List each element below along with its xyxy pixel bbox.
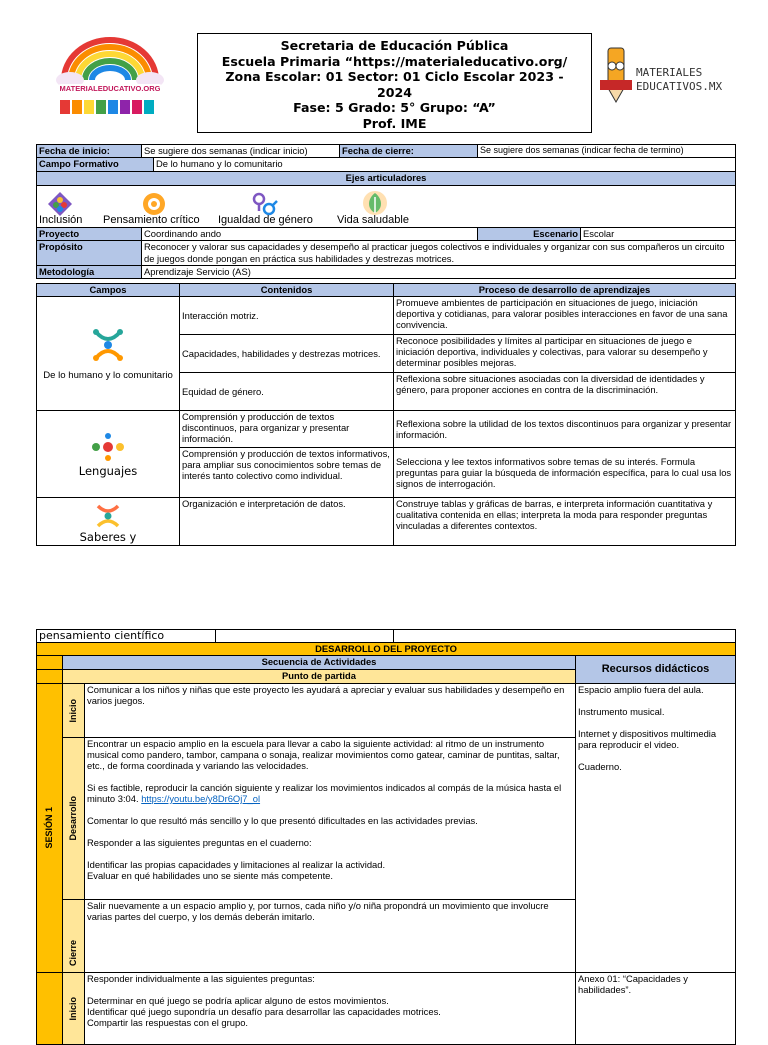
campo-formativo-label: Campo Formativo [37, 158, 154, 172]
campos-header: Campos [37, 284, 180, 297]
inicio-cell [63, 684, 85, 738]
escenario-value: Escolar [581, 228, 736, 241]
s2-inicio-cell [85, 973, 576, 1045]
s2-inicio-p1: Responder individualmente a las siguientes preguntas: [87, 973, 315, 984]
sesion1-cell [37, 684, 63, 973]
inicio-label: Inicio [68, 996, 78, 1021]
materialeducativo-logo [50, 28, 170, 120]
proceso-header: Proceso de desarrollo de aprendizajes [394, 284, 736, 297]
title-line: Zona Escolar: 01 Sector: 01 Ciclo Escolar 2023 - [225, 69, 564, 85]
s2-inicio-p2: Determinar en qué juego se podría aplicar alguno de estos movimientos. [87, 995, 389, 1006]
recurso-item: Espacio amplio fuera del aula. [578, 684, 704, 695]
eje-vida-saludable: Vida saludable [337, 214, 409, 226]
proceso-cell: Construye tablas y gráficas de barras, e interpreta información cuantitativa y cualitativa contenida en ellas; interpreta la moda para responder preguntas vinculadas a diferentes contextos. [394, 498, 736, 546]
proceso-cell: Reflexiona sobre situaciones asociadas con la diversidad de identidades y género, para proponer acciones en contra de la discriminación. [394, 373, 736, 411]
proceso-cell: Reconoce posibilidades y límites al participar en situaciones de juego e iniciación deportiva, individuales y colectivas, para valorar su desempeño y determinar posibles mejoras. [394, 335, 736, 373]
fecha-cierre-value: Se sugiere dos semanas (indicar fecha de termino) [478, 145, 736, 158]
s1-inicio-text: Comunicar a los niños y niñas que este proyecto les ayudará a apreciar y evaluar sus habilidades y desempeño en varios juegos. [85, 684, 576, 738]
title-line: Secretaria de Educación Pública [280, 38, 509, 53]
info-table [36, 144, 736, 279]
proposito-value: Reconocer y valorar sus capacidades y desempeño al practicar juegos colectivos e individuales y organizar con sus compañeros un circuito de juegos donde pongan en práctica sus habilidades y destrezas motrices. [142, 241, 736, 266]
title-line: Fase: 5 Grado: 5° Grupo: “A” [293, 100, 496, 116]
materiales-educativos-logo [598, 44, 738, 114]
campo-humano-label: De lo humano y lo comunitario [43, 370, 173, 381]
logo-left-text: MATERIALEDUCATIVO.ORG [59, 84, 161, 93]
s1-desarrollo-p5: Identificar las propias capacidades y limitaciones al realizar la actividad. [87, 859, 386, 870]
campo-formativo-value: De lo humano y lo comunitario [154, 158, 736, 172]
desarrollo-cell [63, 738, 85, 900]
title-line: Prof. IME [362, 115, 427, 131]
recursos-label: Recursos didácticos [576, 656, 736, 684]
escenario-label: Escenario [478, 228, 581, 241]
cierre-label: Cierre [68, 939, 78, 966]
inicio-label: Inicio [68, 698, 78, 723]
recurso-item: Instrumento musical. [578, 706, 665, 717]
logo-right-line2: EDUCATIVOS.MX [636, 80, 723, 93]
saberes-icon [88, 502, 128, 532]
s1-desarrollo-p4: Responder a las siguientes preguntas en el cuaderno: [87, 837, 312, 848]
s1-desarrollo-p2: Si es factible, reproducir la canción siguiente y realizar los movimientos indicados al compás de la música hasta el minuto 3:04. [87, 782, 562, 804]
proceso-cell: Promueve ambientes de participación en situaciones de juego, iniciación deportiva y cotidianas, para valorar posibles interacciones en favor de una sana convivencia. [394, 297, 736, 335]
s1-desarrollo-p1: Encontrar un espacio amplio en la escuela para llevar a cabo la siguiente actividad: al ritmo de un instrumento musical como pandero, tambor, campana o sonaja, realizar movimientos como gatear, caminar de puntitas, saltar, etc., de forma coordinada y variando las velocidades. [87, 738, 560, 771]
ejes-articuladores-row [37, 186, 736, 228]
punto-partida-label: Punto de partida [63, 670, 576, 684]
s2-inicio-p4: Compartir las respuestas con el grupo. [87, 1017, 249, 1028]
page-title [197, 33, 592, 133]
proposito-label: Propósito [37, 241, 142, 266]
humano-comunitario-icon [88, 326, 128, 366]
logo-right-line1: MATERIALES [636, 66, 703, 79]
proyecto-value: Coordinando ando [142, 228, 478, 241]
secuencia-label: Secuencia de Actividades [63, 656, 576, 670]
proceso-cell: Selecciona y lee textos informativos sobre temas de su interés. Formula preguntas para guiar la búsqueda de información específica, para lo cual usa los signos de interrogación. [394, 448, 736, 498]
proyecto-label: Proyecto [37, 228, 142, 241]
desarrollo-label: Desarrollo [68, 796, 78, 841]
recursos1-cell [576, 684, 736, 973]
lenguajes-icon [88, 432, 128, 464]
s2-inicio-p3: Identificar qué juego supondría un desafío para desarrollar las capacidades motrices. [87, 1006, 441, 1017]
eje-igualdad-genero: Igualdad de género [218, 214, 313, 226]
proceso-cell: Reflexiona sobre la utilidad de los textos discontinuos para organizar y presentar información. [394, 411, 736, 448]
recurso-item: Internet y dispositivos multimedia para reproducir el video. [578, 728, 717, 750]
contenido-cell: Comprensión y producción de textos discontinuos, para organizar y presentar información. [180, 411, 394, 448]
fecha-inicio-value: Se sugiere dos semanas (indicar inicio) [142, 145, 340, 158]
campos-table [36, 283, 736, 546]
cierre-cell [63, 900, 85, 973]
fecha-inicio-label: Fecha de inicio: [37, 145, 142, 158]
eje-pensamiento-critico: Pensamiento crítico [103, 214, 200, 226]
recursos2-text: Anexo 01: “Capacidades y habilidades”. [576, 973, 736, 1045]
contenido-cell: Capacidades, habilidades y destrezas motrices. [180, 335, 394, 373]
desarrollo-title: DESARROLLO DEL PROYECTO [37, 643, 736, 656]
contenido-cell: Equidad de género. [180, 373, 394, 411]
continuation-text: pensamiento científico [37, 630, 216, 643]
s1-desarrollo-p6: Evaluar en qué habilidades uno se siente más competente. [87, 870, 333, 881]
campo-saberes-label: Saberes y [79, 530, 137, 544]
title-line: Escuela Primaria “https://materialeducativo.org/ [221, 53, 568, 69]
contenido-cell: Interacción motriz. [180, 297, 394, 335]
recurso-item: Cuaderno. [578, 761, 622, 772]
s1-desarrollo-cell [85, 738, 576, 900]
metodologia-value: Aprendizaje Servicio (AS) [142, 266, 736, 279]
s1-cierre-text: Salir nuevamente a un espacio amplio y, por turnos, cada niño y/o niña propondrá un movimiento que involucre varias partes del cuerpo, y los demás deberán imitarlo. [85, 900, 576, 973]
inicio-cell [63, 973, 85, 1045]
contenidos-header: Contenidos [180, 284, 394, 297]
title-line: 2024 [376, 84, 413, 100]
sesion1-label: SESIÓN 1 [44, 807, 54, 849]
youtube-link[interactable]: https://youtu.be/y8Dr6Oj7_ol [141, 793, 261, 804]
ejes-articuladores-label: Ejes articuladores [37, 172, 736, 186]
sesion2-cell [37, 973, 63, 1045]
fecha-cierre-label: Fecha de cierre: [340, 145, 478, 158]
campo-lenguajes-cell [37, 411, 180, 498]
desarrollo-table [36, 629, 736, 1045]
eje-inclusion: Inclusión [39, 214, 83, 226]
campo-saberes-cell [37, 498, 180, 546]
contenido-cell: Organización e interpretación de datos. [180, 498, 394, 546]
contenido-cell: Comprensión y producción de textos informativos, para ampliar sus conocimientos sobre temas de interés tanto colectivo como individual. [180, 448, 394, 498]
s1-desarrollo-p3: Comentar lo que resultó más sencillo y lo que presentó dificultades en las actividades previas. [87, 815, 478, 826]
campo-lenguajes-label: Lenguajes [78, 463, 138, 478]
metodologia-label: Metodología [37, 266, 142, 279]
campo-humano-cell [37, 297, 180, 411]
